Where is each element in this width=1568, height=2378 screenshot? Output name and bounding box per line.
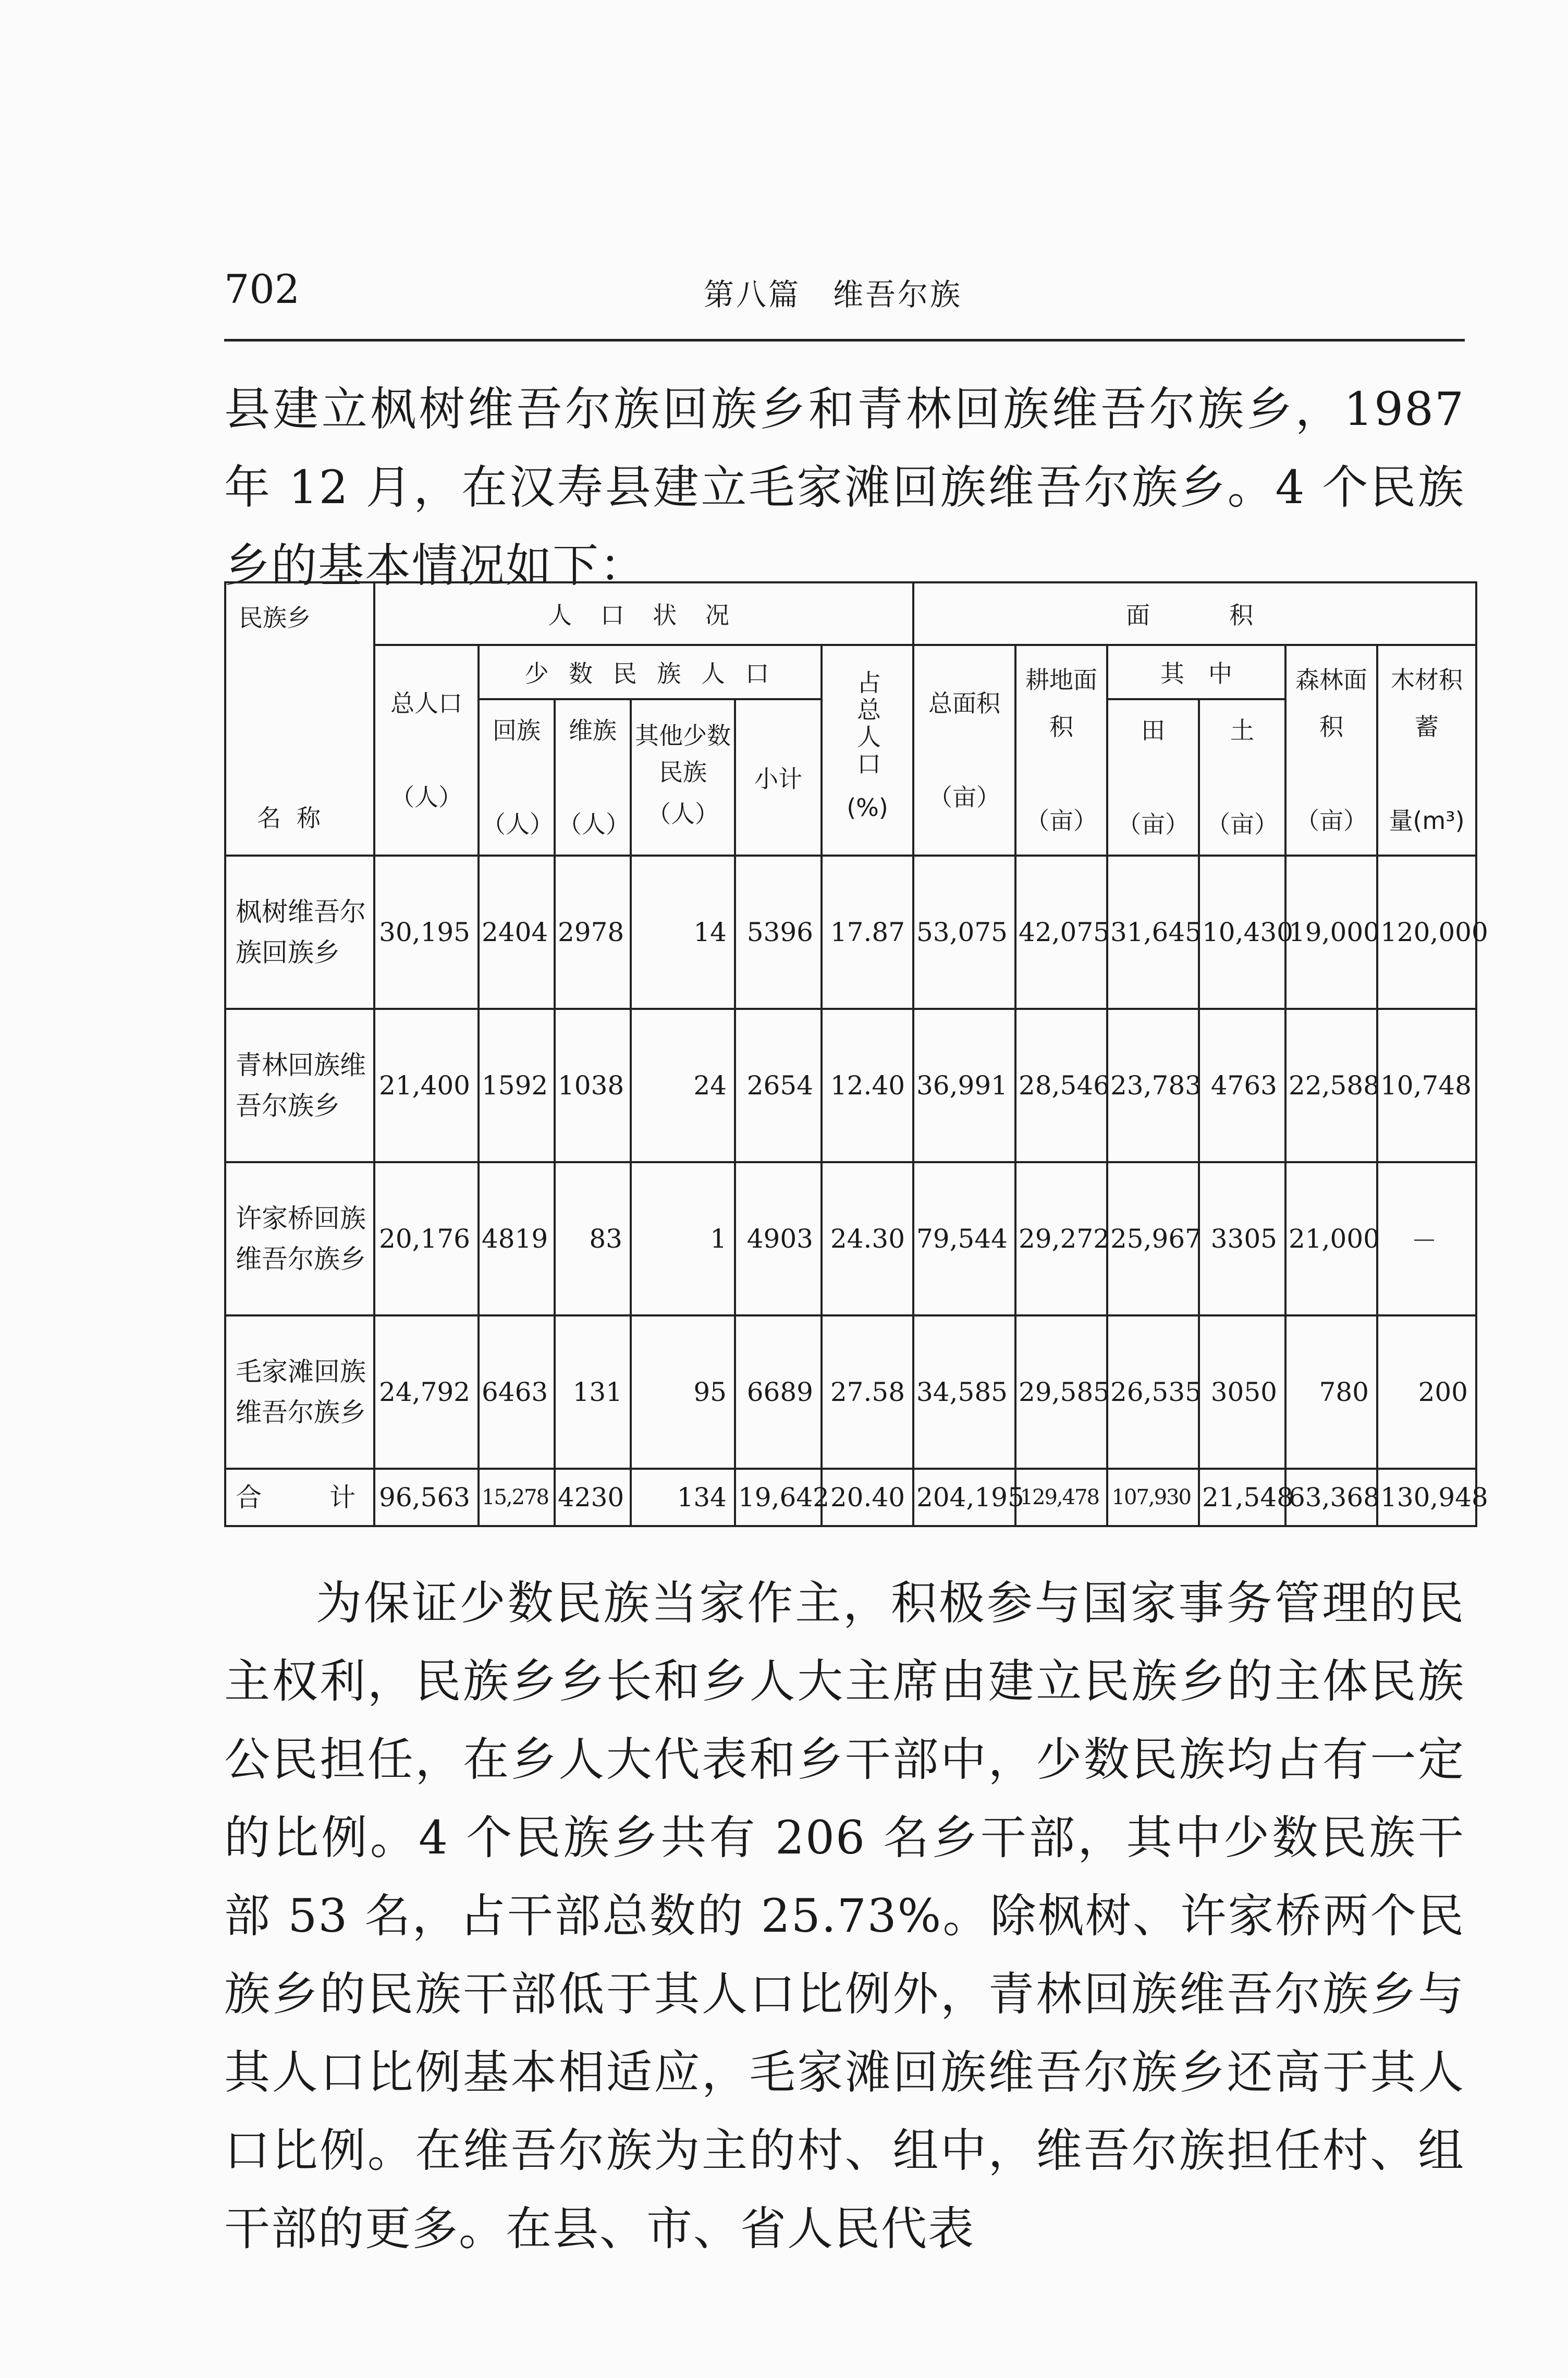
table-cell: 21,000 bbox=[1285, 1162, 1377, 1315]
row-name: 青林回族维吾尔族乡 bbox=[225, 1009, 374, 1162]
table-cell: 31,645 bbox=[1107, 856, 1199, 1009]
table-cell: 29,585 bbox=[1015, 1315, 1107, 1469]
table-cell: 129,478 bbox=[1015, 1469, 1107, 1526]
table-cell: 36,991 bbox=[913, 1009, 1015, 1162]
table-cell: 27.58 bbox=[822, 1315, 913, 1469]
table-cell: 34,585 bbox=[913, 1315, 1015, 1469]
table-cell: 19,642 bbox=[735, 1469, 822, 1526]
table-cell: 2978 bbox=[555, 856, 631, 1009]
corner-label-bottom: 名称 bbox=[257, 804, 336, 832]
header-label: （亩） bbox=[1295, 807, 1367, 835]
row-name: 许家桥回族维吾尔族乡 bbox=[225, 1162, 374, 1315]
table-cell: 26,535 bbox=[1107, 1315, 1199, 1469]
header-label bbox=[1110, 754, 1196, 801]
header-label bbox=[916, 727, 1012, 774]
table-cell: 23,783 bbox=[1107, 1009, 1199, 1162]
table-cell: 3305 bbox=[1199, 1162, 1285, 1315]
header-label: 木材积蓄 bbox=[1391, 666, 1463, 741]
table-row bbox=[225, 1162, 1476, 1315]
table-cell: 6463 bbox=[479, 1315, 555, 1469]
table-cell: 204,195 bbox=[913, 1469, 1015, 1526]
header-label: 量(m³) bbox=[1389, 807, 1465, 835]
paragraph-intro: 县建立枫树维吾尔族回族乡和青林回族维吾尔族乡，1987 年 12 月，在汉寿县建立毛家滩回族维吾尔族乡。4 个民族乡的基本情况如下： bbox=[224, 382, 1465, 592]
header-label: 维族 bbox=[569, 716, 617, 745]
table-cell: 96,563 bbox=[374, 1469, 479, 1526]
table-cell: 130,948 bbox=[1377, 1469, 1476, 1526]
header-label: 土 bbox=[1230, 716, 1254, 745]
header-timber bbox=[1377, 645, 1476, 856]
table-cell: 120,000 bbox=[1377, 856, 1476, 1009]
table-cell: 5396 bbox=[735, 856, 822, 1009]
table-cell: 1592 bbox=[479, 1009, 555, 1162]
table-cell: 30,195 bbox=[374, 856, 479, 1009]
header-label: (%) bbox=[847, 793, 888, 822]
header-label: （人） bbox=[558, 810, 630, 838]
header-label bbox=[1019, 750, 1104, 797]
running-title: 第八篇 维吾尔族 bbox=[704, 277, 963, 312]
table-cell: 20,176 bbox=[374, 1162, 479, 1315]
header-label bbox=[482, 754, 552, 801]
township-table bbox=[224, 581, 1488, 1527]
table-cell: 200 bbox=[1377, 1315, 1476, 1469]
header-population-group: 人 口 状 况 bbox=[374, 582, 913, 645]
header-minority-group: 少 数 民 族 人 口 bbox=[479, 645, 822, 699]
table-cell: 6689 bbox=[735, 1315, 822, 1469]
header-label: 回族 bbox=[493, 716, 541, 745]
header-area-group: 面 积 bbox=[913, 582, 1476, 645]
table-cell: 29,272 bbox=[1015, 1162, 1107, 1315]
table-cell: 134 bbox=[631, 1469, 735, 1526]
row-name: 毛家滩回族维吾尔族乡 bbox=[225, 1315, 374, 1469]
table-cell: 21,400 bbox=[374, 1009, 479, 1162]
header-label bbox=[377, 727, 475, 774]
header-dry-land bbox=[1199, 699, 1285, 856]
table-cell: 14 bbox=[631, 856, 735, 1009]
table-cell: 42,075 bbox=[1015, 856, 1107, 1009]
header-label bbox=[558, 754, 628, 801]
table-cell: 79,544 bbox=[913, 1162, 1015, 1315]
page-header bbox=[224, 266, 1465, 318]
header-hui bbox=[479, 699, 555, 856]
table-cell: 4230 bbox=[555, 1469, 631, 1526]
header-label bbox=[1289, 750, 1374, 797]
table-row bbox=[225, 1315, 1476, 1469]
page-number: 702 bbox=[224, 266, 300, 312]
table-row bbox=[225, 1009, 1476, 1162]
header-arable-area bbox=[1015, 645, 1107, 856]
paragraph-body: 为保证少数民族当家作主，积极参与国家事务管理的民主权利，民族乡乡长和乡人大主席由建立民族乡的主体民族公民担任，在乡人大代表和乡干部中，少数民族均占有一定的比例。4 个民族乡共有 206 名乡干部，其中少数民族干部 53 名，占干部总数的 25.73%。除枫树、许家桥两个民族乡的民族干部低于其人口比例外，青林回族维吾尔族乡与其人口比例基本相适应，毛家滩回族维吾尔族乡还高于其人口比例。在维吾尔族为主的村、组中，维吾尔族担任村、组干部的更多。在县、市、省人民代表 bbox=[224, 1576, 1465, 2255]
header-label: （人） bbox=[390, 783, 462, 811]
table-cell: 107,930 bbox=[1107, 1469, 1199, 1526]
header-subtotal: 小计 bbox=[735, 699, 822, 856]
table-corner-cell bbox=[225, 582, 374, 856]
header-label: 占总人口 bbox=[853, 669, 881, 778]
header-total-area bbox=[913, 645, 1015, 856]
table-cell: 131 bbox=[555, 1315, 631, 1469]
table-cell: 17.87 bbox=[822, 856, 913, 1009]
row-name-total: 合 计 bbox=[225, 1469, 374, 1526]
header-label: 其他少数民族 bbox=[635, 722, 731, 786]
table-cell: 63,368 bbox=[1285, 1469, 1377, 1526]
header-label: （亩） bbox=[1117, 810, 1189, 838]
table-cell: 3050 bbox=[1199, 1315, 1285, 1469]
header-label: （亩） bbox=[1025, 807, 1097, 835]
table-row bbox=[225, 856, 1476, 1009]
table-cell: 4819 bbox=[479, 1162, 555, 1315]
header-label: 总面积 bbox=[928, 689, 1000, 717]
table-cell: 2654 bbox=[735, 1009, 822, 1162]
header-label: 田 bbox=[1141, 716, 1165, 745]
header-uyghur bbox=[555, 699, 631, 856]
header-label: 耕地面积 bbox=[1025, 666, 1097, 741]
table-cell: 24 bbox=[631, 1009, 735, 1162]
header-forest-area bbox=[1285, 645, 1377, 856]
table-cell: 780 bbox=[1285, 1315, 1377, 1469]
table-cell: 25,967 bbox=[1107, 1162, 1199, 1315]
header-label bbox=[1202, 754, 1282, 801]
table-cell: 28,546 bbox=[1015, 1009, 1107, 1162]
header-total-population bbox=[374, 645, 479, 856]
table-cell: 24,792 bbox=[374, 1315, 479, 1469]
corner-label-top: 民族乡 bbox=[239, 604, 311, 632]
header-label: （亩） bbox=[1206, 810, 1278, 838]
table-cell: 95 bbox=[631, 1315, 735, 1469]
table-cell: 10,748 bbox=[1377, 1009, 1476, 1162]
table-cell: 10,430 bbox=[1199, 856, 1285, 1009]
table-cell: 1 bbox=[631, 1162, 735, 1315]
table-cell: 15,278 bbox=[479, 1469, 555, 1526]
table-cell: 2404 bbox=[479, 856, 555, 1009]
table-cell: 4763 bbox=[1199, 1009, 1285, 1162]
header-other-minority bbox=[631, 699, 735, 856]
table-total-row bbox=[225, 1469, 1476, 1526]
row-name: 枫树维吾尔族回族乡 bbox=[225, 856, 374, 1009]
header-rule bbox=[224, 339, 1465, 342]
table-cell: 83 bbox=[555, 1162, 631, 1315]
header-label: 森林面积 bbox=[1295, 666, 1367, 741]
header-of-which: 其 中 bbox=[1107, 645, 1285, 699]
table-cell: 21,548 bbox=[1199, 1469, 1285, 1526]
header-label: （亩） bbox=[928, 783, 1000, 811]
table-cell: － bbox=[1377, 1162, 1476, 1315]
table-cell: 1038 bbox=[555, 1009, 631, 1162]
header-label: 总人口 bbox=[390, 689, 462, 717]
table-cell: 19,000 bbox=[1285, 856, 1377, 1009]
table-cell: 24.30 bbox=[822, 1162, 913, 1315]
header-label bbox=[1380, 750, 1473, 797]
header-ratio bbox=[822, 645, 913, 856]
table-cell: 20.40 bbox=[822, 1469, 913, 1526]
table-cell: 12.40 bbox=[822, 1009, 913, 1162]
header-paddy bbox=[1107, 699, 1199, 856]
table-cell: 4903 bbox=[735, 1162, 822, 1315]
table-cell: 53,075 bbox=[913, 856, 1015, 1009]
table-cell: 22,588 bbox=[1285, 1009, 1377, 1162]
header-label: （人） bbox=[482, 810, 554, 838]
header-label: （人） bbox=[647, 800, 719, 828]
